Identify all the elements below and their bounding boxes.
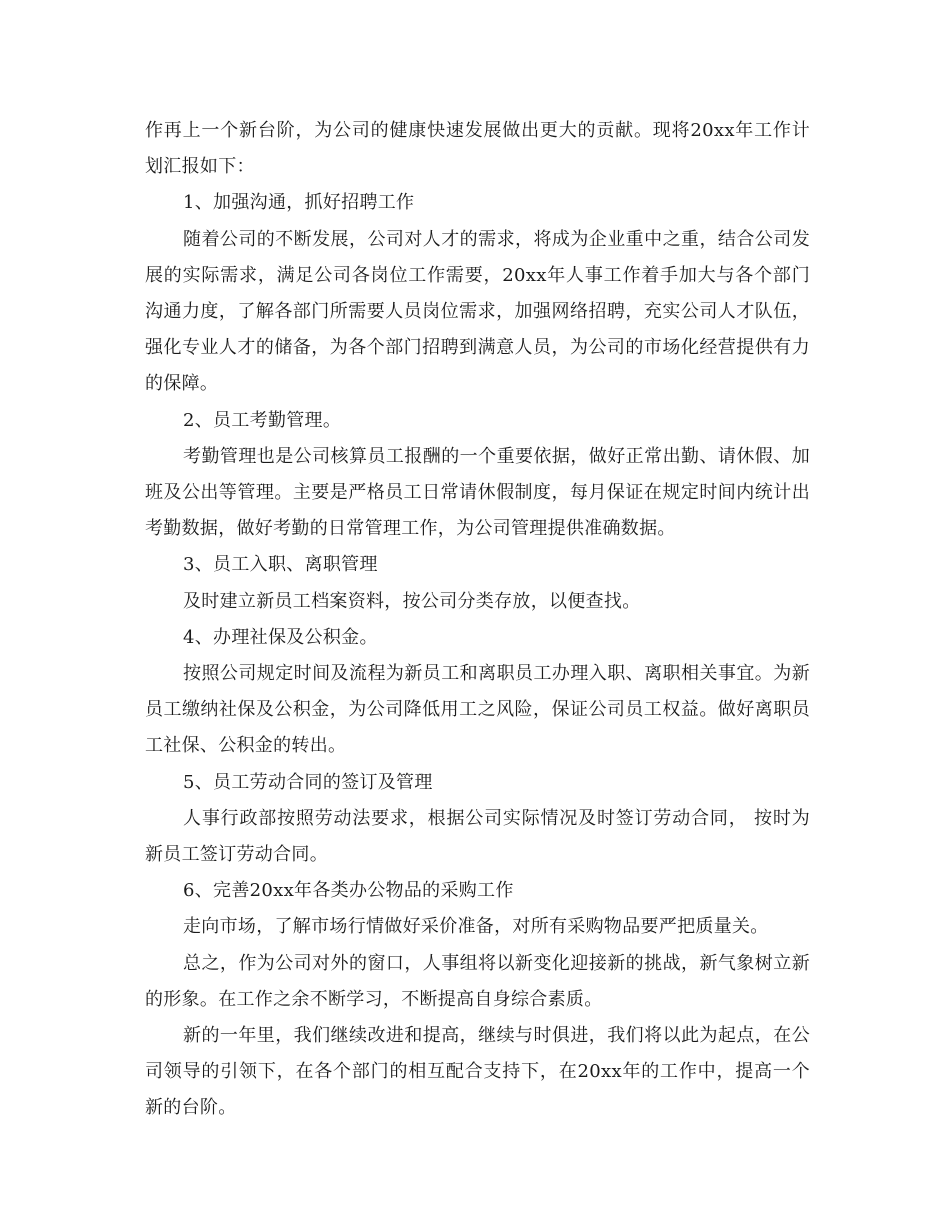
paragraph-summary: 总之，作为公司对外的窗口，人事组将以新变化迎接新的挑战，新气象树立新的形象。在工作之余不断学习，不断提高自身综合素质。 — [145, 952, 810, 1010]
heading-labor-contract: 5、员工劳动合同的签订及管理 — [183, 771, 433, 793]
paragraph-social-security: 按照公司规定时间及流程为新员工和离职员工办理入职、离职相关事宜。为新员工缴纳社保及公积金，为公司降低用工之风险，保证公司员工权益。做好离职员工社保、公积金的转出。 — [145, 663, 810, 757]
heading-recruitment: 1、加强沟通，抓好招聘工作 — [183, 192, 415, 214]
document-body — [145, 113, 810, 1127]
heading-procurement: 6、完善20xx年各类办公物品的采购工作 — [183, 880, 514, 902]
paragraph-closing: 新的一年里，我们继续改进和提高，继续与时俱进，我们将以此为起点，在公司领导的引领下，在各个部门的相互配合支持下，在20xx年的工作中，提高一个新的台阶。 — [145, 1025, 810, 1119]
heading-social-security: 4、办理社保及公积金。 — [183, 626, 378, 648]
paragraph-labor-contract: 人事行政部按照劳动法要求，根据公司实际情况及时签订劳动合同， 按时为新员工签订劳动合同。 — [145, 807, 810, 866]
paragraph-procurement: 走向市场，了解市场行情做好采价准备，对所有采购物品要严把质量关。 — [183, 916, 769, 938]
heading-onboarding: 3、员工入职、离职管理 — [183, 554, 378, 576]
paragraph-recruitment: 随着公司的不断发展，公司对人才的需求，将成为企业重中之重，结合公司发展的实际需求，满足公司各岗位工作需要，20xx年人事工作着手加大与各个部门沟通力度，了解各部门所需要人员岗位需求，加强网络招聘，充实公司人才队伍，强化专业人才的储备，为各个部门招聘到满意人员，为公司的市场化经营提供有力的保障。 — [145, 228, 810, 395]
paragraph-onboarding: 及时建立新员工档案资料，按公司分类存放，以便查找。 — [183, 590, 641, 612]
paragraph-attendance: 考勤管理也是公司核算员工报酬的一个重要依据，做好正常出勤、请休假、加班及公出等管理。主要是严格员工日常请休假制度，每月保证在规定时间内统计出考勤数据，做好考勤的日常管理工作，为公司管理提供准确数据。 — [145, 445, 810, 540]
paragraph-intro-continuation: 作再上一个新台阶，为公司的健康快速发展做出更大的贡献。现将20xx年工作计划汇报如下： — [145, 120, 810, 178]
heading-attendance: 2、员工考勤管理。 — [183, 409, 342, 431]
